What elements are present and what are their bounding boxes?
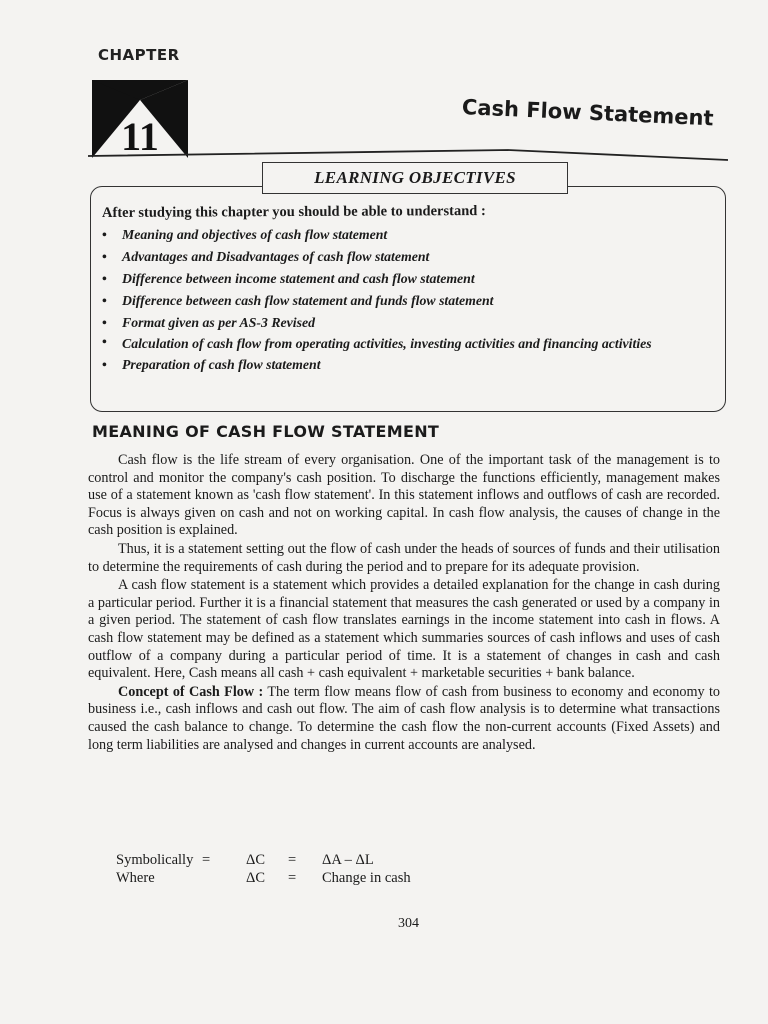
objective-item: • Format given as per AS-3 Revised (100, 312, 720, 334)
chapter-label: CHAPTER (98, 46, 180, 64)
objective-item: • Advantages and Disadvantages of cash flow statement (100, 246, 720, 268)
page-number: 304 (398, 916, 419, 931)
bullet-icon: • (102, 357, 107, 372)
section-heading: MEANING OF CASH FLOW STATEMENT (92, 422, 440, 441)
bullet-icon: • (102, 249, 107, 264)
formula-label: Where (116, 870, 155, 886)
objective-item: • Meaning and objectives of cash flow statement (100, 224, 720, 246)
concept-label: Concept of Cash Flow : (118, 683, 264, 700)
formula-equals: = (288, 870, 297, 886)
bullet-icon: • (102, 293, 107, 308)
paragraph: A cash flow statement is a statement which provides a detailed explanation for the change in cash during a particular period. Further it is a financial statement that measures the cash generated or used by a company in a given period. The statement of cash flow translates earnings in the income statement into cash in flows. A cash flow statement may be defined as a statement which summaries sources of cash inflows and uses of cash outflow of a company during a particular period of time. It is a statement of changes in cash and cash equivalent. Here, Cash means all cash + cash equivalent + marketable securities + bank balance. (88, 577, 720, 682)
chapter-title: Cash Flow Statement (461, 95, 715, 131)
objectives-intro: After studying this chapter you should be able to understand : (101, 202, 486, 222)
bullet-icon: • (102, 334, 107, 349)
concept-paragraph (88, 684, 720, 754)
body-text (88, 452, 720, 755)
objective-item: • Difference between income statement and cash flow statement (100, 268, 720, 290)
bullet-icon: • (102, 271, 107, 286)
paragraph: Thus, it is a statement setting out the flow of cash under the heads of sources of funds and their utilisation to determine the requirements of cash during the period and to prepare for its adequate provision. (88, 540, 720, 575)
objective-item: • Difference between cash flow statement and funds flow statement (100, 290, 720, 312)
objectives-list (100, 224, 720, 376)
paragraph: Cash flow is the life stream of every organisation. One of the important task of the management is to control and monitor the company's cash position. To discharge the functions efficiently, management makes use of a statement known as 'cash flow statement'. In this statement inflows and outflows of cash are recorded. Focus is always given on cash and not on working capital. In cash flow analysis, the causes of change in the cash position is explained. (88, 452, 720, 539)
objective-item: • Preparation of cash flow statement (100, 354, 720, 376)
objective-item: • Calculation of cash flow from operating activities, investing activities and financing activities (102, 334, 652, 351)
bullet-icon: • (102, 227, 107, 242)
formula-equals: = (288, 852, 297, 868)
chapter-number: 11 (121, 114, 159, 159)
formula-rhs: Change in cash (322, 870, 411, 886)
formula-label: Symbolically (116, 852, 194, 868)
formula-equals: = (202, 852, 211, 868)
formula-lhs: ΔC (246, 870, 265, 886)
formula-rhs: ΔA – ΔL (322, 852, 374, 868)
bullet-icon: • (102, 315, 107, 330)
formula-lhs: ΔC (246, 852, 265, 868)
learning-objectives-header: LEARNING OBJECTIVES (262, 162, 568, 194)
concept-text: The term flow means flow of cash from business to economy and economy to business i.e., cash inflows and cash out flow. The aim of cash flow analysis is to determine what transactions caused the cash balance to change. To determine the cash flow the non-current accounts (Fixed Assets) and long term liabilities are analysed and changes in current accounts are analysed. (88, 683, 721, 753)
